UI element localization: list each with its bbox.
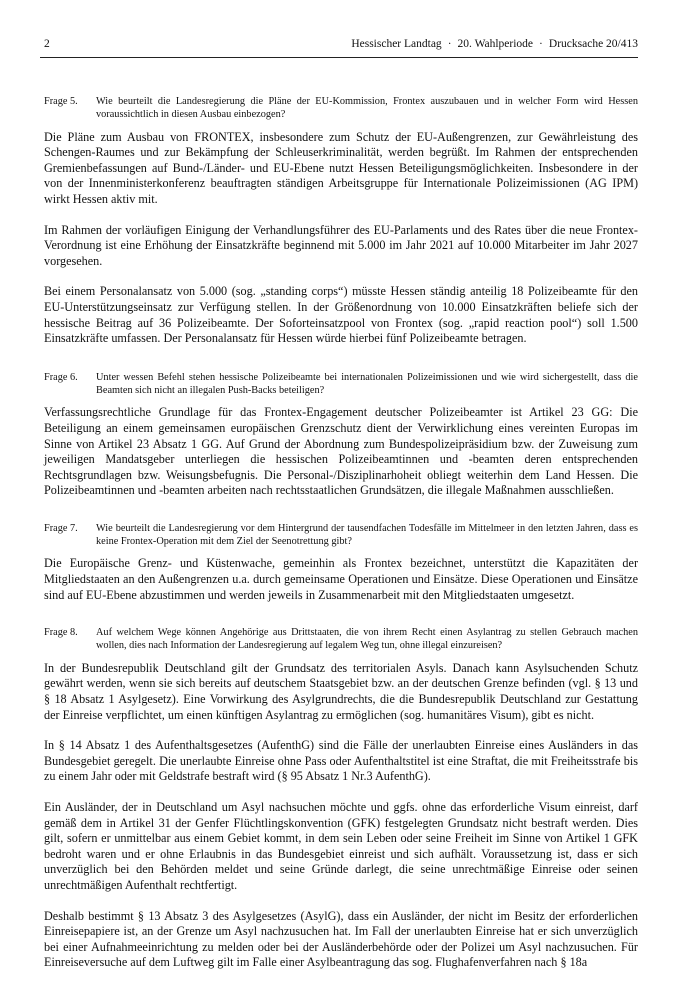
answer-paragraph: In § 14 Absatz 1 des Aufenthaltsgesetzes (AufenthG) sind die Fälle der unerlaubten Einreise eines Ausländers in das Bundesgebiet geregelt. Die unerlaubte Einreise ohne Pass oder Aufenthaltstitel ist eine Straftat, die mit Freiheitsstrafe bis zu einem Jahr oder mit Geldstrafe bestraft wird (§ 95 Absatz 1 Nr.3 AufenthG).	[44, 738, 638, 784]
answer-paragraph: In der Bundesrepublik Deutschland gilt der Grundsatz des territorialen Asyls. Danach kann Asylsuchenden Schutz gewährt werden, wenn sie sich bereits auf deutschem Staatsgebiet bzw. an der deutschen Grenze befinden (vgl. § 13 und § 18 Absatz 1 Asylgesetz). Eine Vorwirkung des Asylgrundrechts, die die Bundesrepublik Deutschland zur Gestattung der Einreise verpflichtet, um einen künftigen Asylantrag zu ermöglichen (sog. humanitäres Visum), gibt es nicht.	[44, 660, 638, 722]
question-label: Frage 6.	[44, 371, 78, 383]
page-header	[40, 35, 638, 58]
question-text: Wie beurteilt die Landesregierung vor dem Hintergrund der tausendfachen Todesfälle im Mittelmeer in den letzten Jahren, dass es keine Frontex-Operation mit dem Ziel der Seenotrettung gibt?	[96, 522, 638, 547]
document-body	[44, 96, 638, 971]
question-label: Frage 7.	[44, 522, 78, 534]
header-separator: ·	[447, 38, 452, 50]
answer-paragraph: Die Pläne zum Ausbau von FRONTEX, insbesondere zum Schutz der EU-Außengrenzen, zur Gewährleistung des Schengen-Raumes und zur Bekämpfung der Schleuserkriminalität, werden begrüßt. Im Rahmen der entsprechenden Gremienbefassungen auf Bund-/Länder- und EU-Ebene nutzt Hessen Beteiligungsmöglichkeiten. Insbesondere in der von der Innenministerkonferenz beauftragten ständigen Arbeitsgruppe für Internationale Polizeimissionen (AG IPM) wirkt Hessen aktiv mit.	[44, 129, 638, 206]
legislative-period: 20. Wahlperiode	[457, 38, 534, 50]
question-label: Frage 8.	[44, 627, 78, 639]
printed-matter-number: Drucksache 20/413	[548, 38, 638, 50]
parliament-name: Hessischer Landtag	[351, 38, 442, 50]
question-5	[44, 96, 638, 122]
running-header	[351, 38, 638, 50]
answer-paragraph: Im Rahmen der vorläufigen Einigung der Verhandlungsführer des EU-Parlaments und des Rates über die neue Frontex-Verordnung ist eine Erhöhung der Einsatzkräfte beginnend mit 5.000 im Jahr 2021 auf 10.000 Mitarbeiter im Jahr 2027 vorgesehen.	[44, 222, 638, 268]
question-6	[44, 372, 638, 398]
question-7	[44, 523, 638, 549]
question-text: Auf welchem Wege können Angehörige aus Drittstaaten, die von ihrem Recht einen Asylantrag zu stellen Gebrauch machen wollen, dies nach Information der Landesregierung auf legalem Weg tun, ohne illegal einzureisen?	[96, 627, 638, 652]
answer-paragraph: Die Europäische Grenz- und Küstenwache, gemeinhin als Frontex bezeichnet, unterstützt die Kapazitäten der Mitgliedstaaten an den Außengrenzen u.a. durch gemeinsame Operationen und Einsätze. Diese Operationen und Einsätze sind auf EU-Ebene abzustimmen und werden jeweils in Zusammenarbeit mit den Mitgliedstaaten umgesetzt.	[44, 556, 638, 602]
answer-paragraph: Bei einem Personalansatz von 5.000 (sog. „standing corps“) müsste Hessen ständig anteilig 18 Polizeibeamte für den EU-Unterstützungseinsatz zur Verfügung stellen. In der Größenordnung von 10.000 Einsatzkräften beliefe sich der hessische Beitrag auf 36 Polizeibeamte. Der Soforteinsatzpool von Frontex (sog. „rapid reaction pool“) soll 1.500 Einsatzkräfte umfassen. Der Personalansatz für Hessen würde hierbei fünf Polizeibeamte betragen.	[44, 284, 638, 346]
question-8	[44, 627, 638, 653]
header-separator: ·	[539, 38, 543, 50]
answer-paragraph: Deshalb bestimmt § 13 Absatz 3 des Asylgesetzes (AsylG), dass ein Ausländer, der nicht im Besitz der erforderlichen Einreisepapiere ist, an der Grenze um Asyl nachzusuchen hat. Im Fall der unerlaubten Einreise hat er sich unverzüglich bei einer Aufnahmeeinrichtung zu melden oder bei der Ausländerbehörde oder der Polizei um Asyl nachzusuchen. Für Einreiseversuche auf dem Luftweg gilt im Falle einer Asylbeantragung das sog. Flughafenverfahren nach § 18a	[44, 908, 638, 970]
question-label: Frage 5.	[44, 96, 78, 107]
question-text: Wie beurteilt die Landesregierung die Pläne der EU-Kommission, Frontex auszubauen und in welcher Form wird Hessen voraussichtlich in diesen Ausbau einbezogen?	[96, 96, 638, 120]
page-number: 2	[44, 38, 50, 50]
answer-paragraph: Ein Ausländer, der in Deutschland um Asyl nachsuchen möchte und ggfs. ohne das erforderliche Visum einreist, darf gemäß dem in Artikel 31 der Genfer Flüchtlingskonvention (GFK) festgelegten Grundsatz nicht bestraft werden. Dies gilt, sofern er unmittelbar aus einem Gebiet kommt, in dem sein Leben oder seine Freiheit im Sinne von Artikel 1 GFK bedroht waren und er ohne Erlaubnis in das Bundesgebiet einreist und sich aufhält. Voraussetzung ist, dass er sich unverzüglich bei den Behörden meldet und seine Gründe darlegt, die seine unrechtmäßige Einreise oder seinen unrechtmäßigen Aufenthalt rechtfertigt.	[44, 800, 638, 892]
answer-paragraph: Verfassungsrechtliche Grundlage für das Frontex-Engagement deutscher Polizeibeamter ist Artikel 23 GG: Die Beteiligung an einem gemeinsamen europäischen Grenzschutz dient der Verwirklichung eines vereinten Europas im Sinne von Artikel 23 Absatz 1 GG. Auf Grund der Abordnung zum Bundespolizeipräsidium bzw. der Zuweisung zum jeweiligen Mandatsgeber unterliegen die hessischen Polizeibeamtinnen und -beamten deren entsprechenden Rechtsgrundlagen bzw. Weisungsbefugnis. Die Personal-/Disziplinarhoheit obliegt weiterhin dem Land Hessen. Die Polizeibeamtinnen und -beamten arbeiten nach rechtsstaatlichen Grundsätzen, die illegale Maßnahmen ausschließen.	[44, 405, 638, 498]
question-text: Unter wessen Befehl stehen hessische Polizeibeamte bei internationalen Polizeimissionen und wie wird sichergestellt, dass die Beamten sich nicht an illegalen Push-Backs beteiligen?	[96, 371, 638, 396]
